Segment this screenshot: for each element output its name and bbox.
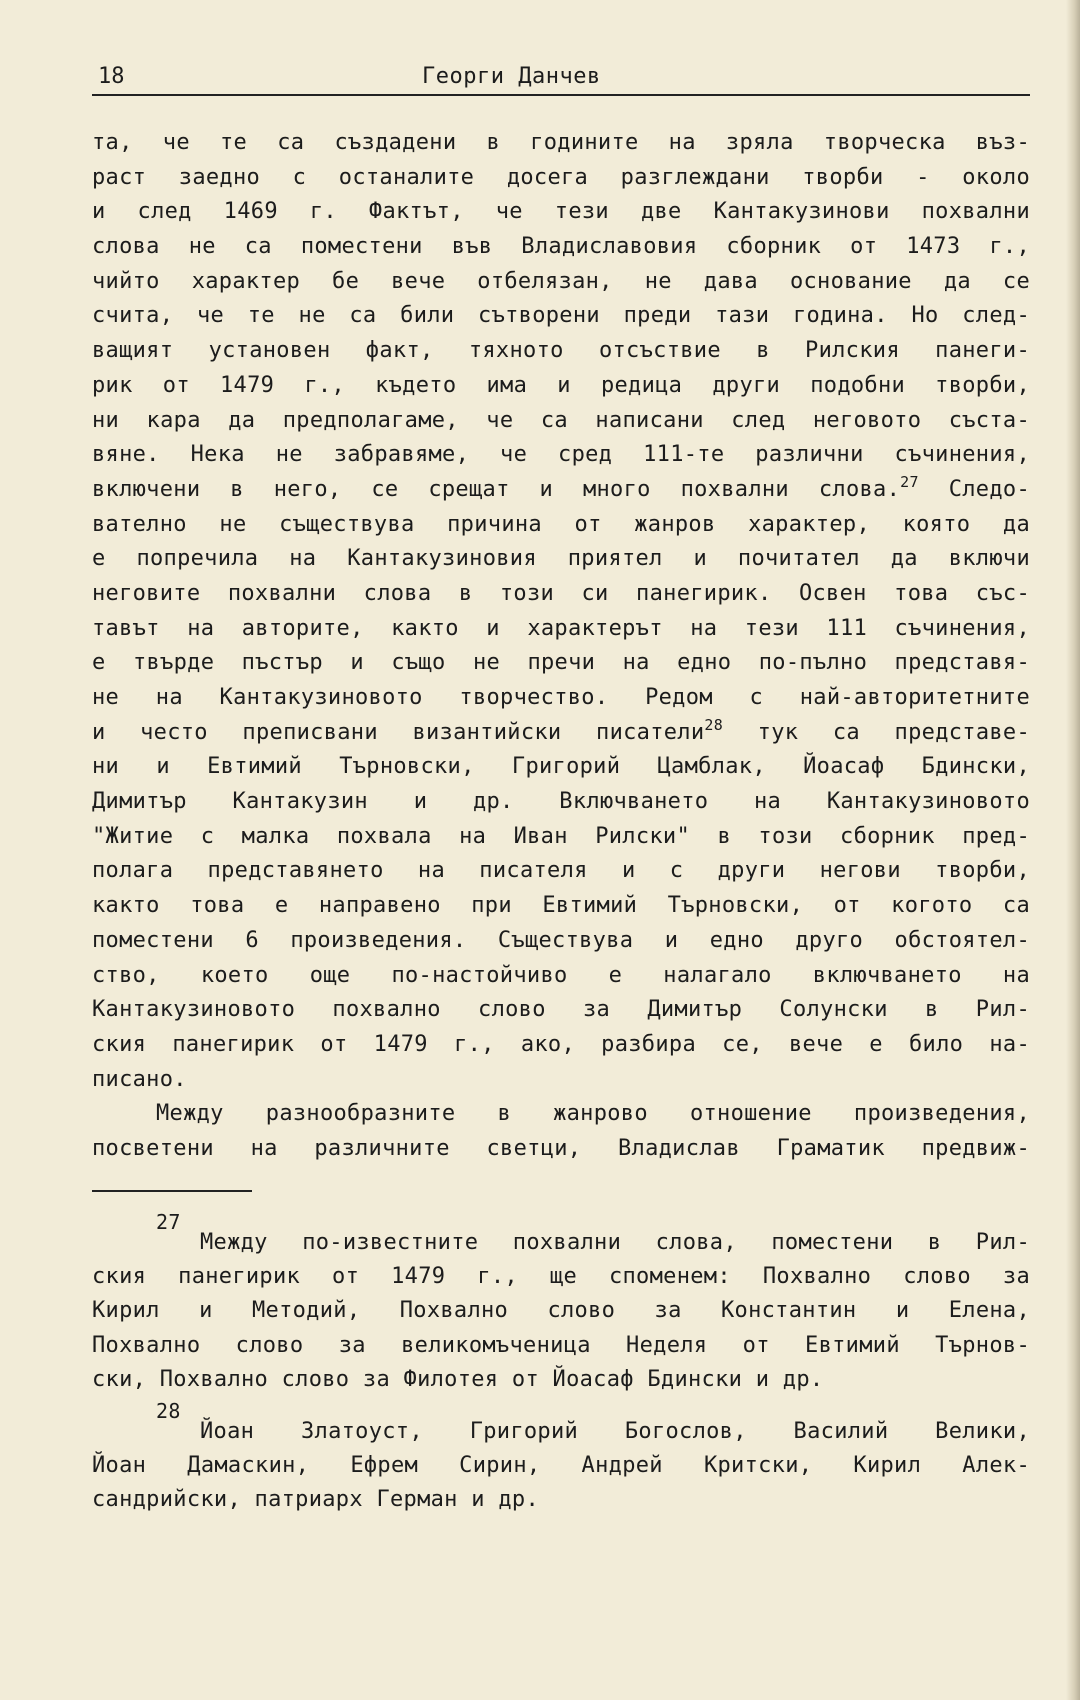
- text-line: полага представянето на писателя и с други негови творби,: [92, 858, 1030, 884]
- footnote-line: [92, 1210, 1030, 1260]
- text-line: е попречила на Кантакузиновия приятел и почитател да включи: [92, 546, 1030, 572]
- text-line: та, че те са създадени в годините на зряла творческа въз-: [92, 130, 1030, 155]
- text-line: писано.: [92, 1066, 187, 1092]
- text-line: както това е направено при Евтимий Търновски, от когото са: [92, 893, 1030, 919]
- footnote-line: Йоан Дамаскин, Ефрем Сирин, Андрей Критски, Кирил Алек-: [92, 1453, 1030, 1479]
- text-fragment: Следо-: [948, 476, 1030, 502]
- text-line: [92, 473, 1030, 508]
- text-line: посветени на различните светци, Владислав Граматик предвиж-: [92, 1135, 1030, 1161]
- text-line: поместени 6 произведения. Съществува и едно друго обстоятел-: [92, 927, 1030, 953]
- page-number: 18: [98, 64, 125, 89]
- text-line: ни кара да предполагаме, че са написани след неговото съста-: [92, 407, 1030, 433]
- footnote-marker: 28: [156, 1398, 181, 1423]
- text-line: вяне. Нека не забравяме, че сред 111-те различни съчинения,: [92, 442, 1030, 468]
- body-text: [92, 126, 1030, 1167]
- footnote-ref-27[interactable]: 27: [900, 472, 919, 491]
- text-line: Кантакузиновото похвално слово за Димитър Солунски в Рил-: [92, 997, 1030, 1023]
- text-line: вателно не съществува причина от жанров характер, която да: [92, 511, 1030, 537]
- text-line: тавът на авторите, както и характерът на тези 111 съчинения,: [92, 615, 1030, 641]
- text-line: счита, че те не са били сътворени преди тази година. Но след-: [92, 303, 1030, 329]
- text-line: "Житие с малка похвала на Иван Рилски" в този сборник пред-: [92, 823, 1030, 849]
- footnote-line: Кирил и Методий, Похвално слово за Константин и Елена,: [92, 1298, 1030, 1324]
- text-line: раст заедно с останалите досега разглеждани творби - около: [92, 164, 1030, 190]
- text-line: и след 1469 г. Фактът, че тези две Кантакузинови похвални: [92, 199, 1030, 225]
- footnote-27: [92, 1210, 1030, 1397]
- text-fragment: Йоан Златоуст, Григорий Богослов, Василий Велики,: [200, 1418, 1030, 1444]
- text-line: ския панегирик от 1479 г., ако, разбира се, вече е било на-: [92, 1031, 1030, 1057]
- text-line: ни и Евтимий Търновски, Григорий Цамблак, Йоасаф Бдински,: [92, 754, 1030, 780]
- text-fragment: включени в него, се срещат и много похвални слова.: [92, 476, 901, 502]
- text-line: рик от 1479 г., където има и редица други подобни творби,: [92, 372, 1030, 398]
- footnote-line: Похвално слово за великомъченица Неделя от Евтимий Търнов-: [92, 1332, 1030, 1358]
- footnote-line: ския панегирик от 1479 г., ще споменем: Похвално слово за: [92, 1264, 1030, 1290]
- running-head-author: Георги Данчев: [422, 64, 601, 89]
- page-edge-shadow: [1066, 0, 1080, 1700]
- text-fragment: и често преписвани византийски писатели: [92, 719, 705, 745]
- text-fragment: Между по-известните похвални слова, поместени в Рил-: [200, 1230, 1030, 1255]
- text-line: Димитър Кантакузин и др. Включването на Кантакузиновото: [92, 789, 1030, 815]
- text-line: Между разнообразните в жанрово отношение произведения,: [156, 1101, 1030, 1127]
- text-fragment: тук са представе-: [757, 719, 1031, 745]
- text-line: ващият установен факт, тяхното отсъствие в Рилския панеги-: [92, 338, 1030, 364]
- text-line: е твърде пъстър и също не пречи на едно по-пълно представя-: [92, 650, 1030, 676]
- footnote-line: ски, Похвално слово за Филотея от Йоасаф Бдински и др.: [92, 1366, 824, 1392]
- footnotes: [92, 1210, 1030, 1518]
- footnote-28: [92, 1398, 1030, 1518]
- text-line: чийто характер бе вече отбелязан, не дава основание да се: [92, 268, 1030, 294]
- footnote-line: сандрийски, патриарх Герман и др.: [92, 1487, 539, 1513]
- text-line: не на Кантакузиновото творчество. Редом с най-авторитетните: [92, 685, 1030, 710]
- text-line: неговите похвални слова в този си панегирик. Освен това със-: [92, 580, 1030, 606]
- text-line: [92, 716, 1030, 751]
- footnote-gap: [92, 1397, 1030, 1415]
- footnote-line: [92, 1398, 1030, 1449]
- footnote-marker: 27: [156, 1210, 181, 1234]
- text-line: слова не са поместени във Владиславовия сборник от 1473 г.,: [92, 234, 1030, 260]
- footnote-ref-28[interactable]: 28: [704, 715, 724, 734]
- footnote-separator: [92, 1190, 252, 1192]
- page-header: [92, 62, 1030, 96]
- text-line: ство, което още по-настойчиво е налагало включването на: [92, 962, 1030, 988]
